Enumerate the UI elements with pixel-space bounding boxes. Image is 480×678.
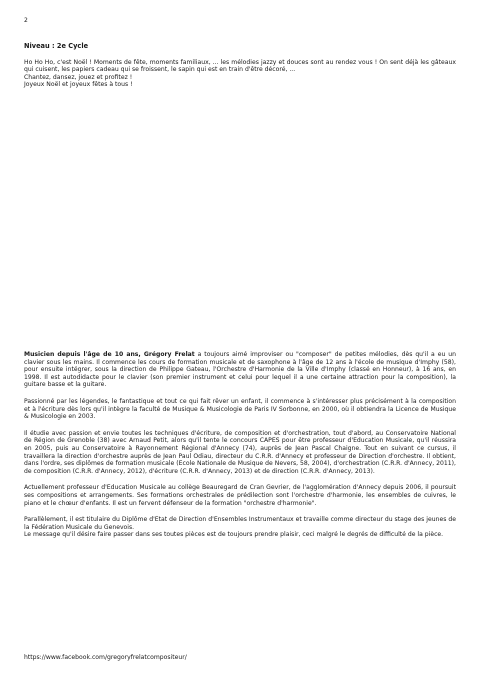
facebook-link[interactable]: https://www.facebook.com/gregoryfrelatcompositeur/	[24, 654, 187, 661]
bio-lead: Musicien depuis l'âge de 10 ans, Grégory Frelat	[24, 351, 195, 358]
niveau-heading: Niveau : 2e Cycle	[24, 42, 89, 50]
niveau-line: Joyeux Noël et joyeux fêtes à tous !	[24, 81, 133, 89]
bio-paragraph-4: Actuellement professeur d'Education Musicale au collège Beauregard de Cran Gevrier, de l'agglomération d'Annecy depuis 2006, il poursuit ses compositions et arrangements. Ses formations orchestrales de prédilection sont l'orchestre d'harmonie, les ensembles de cuivres, le piano et le chœur d'enfants. Il est un fervent défenseur de la formation "orchestre d'harmonie".	[24, 484, 456, 507]
biography-section	[24, 351, 456, 539]
bio-paragraph-6: Le message qu'il désire faire passer dans ses toutes pièces est de toujours prendre plaisir, ceci malgré le degrés de difficulté de la pièce.	[24, 531, 444, 539]
bio-paragraph-3: Il étudie avec passion et envie toutes les techniques d'écriture, de composition et d'orchestration, tout d'abord, au Conservatoire National de Région de Grenoble (38) avec Arnaud Petit, alors qu'il tente le concours CAPES pour être professeur d'Education Musicale, qu'il réussira en 2005, puis au Conservatoire à Rayonnement Régional d'Annecy (74), auprès de Jean Pascal Chaigne. Tout en suivant ce cursus, il travaillera la direction d'orchestre auprès de Jean Paul Odiau, directeur du C.R.R. d'Annecy et professeur de Direction d'orchestre. Il obtient, dans l'ordre, ses diplômes de formation musicale (Ecole Nationale de Musique de Nevers, 58, 2004), d'orchestration (C.R.R. d'Annecy, 2011), de composition (C.R.R. d'Annecy, 2012), d'écriture (C.R.R. d'Annecy, 2013) et de direction (C.R.R. d'Annecy, 2013).	[24, 429, 456, 475]
bio-paragraph-1	[24, 351, 456, 389]
niveau-line: Chantez, dansez, jouez et profitez !	[24, 73, 133, 81]
niveau-section	[24, 43, 456, 89]
bio-paragraph-1-text: a toujours aimé improviser ou "composer" de petites mélodies, dès qu'il a eu un clavier sous les mains. Il commence les cours de formation musicale et de saxophone à l'âge de 12 ans à l'école de musique d'Imphy (58), pour ensuite intégrer, sous la direction de Philippe Gateau, l'Orchestre d'Harmonie de la Ville d'Imphy (classé en Honneur), à 16 ans, en 1998. Il est autodidacte pour le clavier (son premier instrument et celui pour lequel il a une certaine attraction pour la composition), la guitare basse et la guitare.	[24, 351, 456, 389]
page-number: 2	[24, 17, 28, 24]
niveau-line: Ho Ho Ho, c'est Noël ! Moments de fête, moments familiaux, ... les mélodies jazzy et douces sont au rendez vous ! On sent déjà les gâteaux qui cuisent, les papiers cadeau qui se froissent, le sapin qui est en train d'être décoré, ...	[24, 58, 456, 74]
bio-paragraph-2: Passionné par les légendes, le fantastique et tout ce qui fait rêver un enfant, il commence à s'intéresser plus précisément à la composition et à l'écriture dès lors qu'il intègre la faculté de Musique & Musicologie de Paris IV Sorbonne, en 2000, où il obtiendra la Licence de Musique & Musicologie en 2003.	[24, 397, 456, 421]
bio-paragraph-5: Parallèlement, il est titulaire du Diplôme d'Etat de Direction d'Ensembles Instrumentaux et travaille comme directeur du stage des jeunes de la Fédération Musicale du Genevois.	[24, 516, 456, 531]
